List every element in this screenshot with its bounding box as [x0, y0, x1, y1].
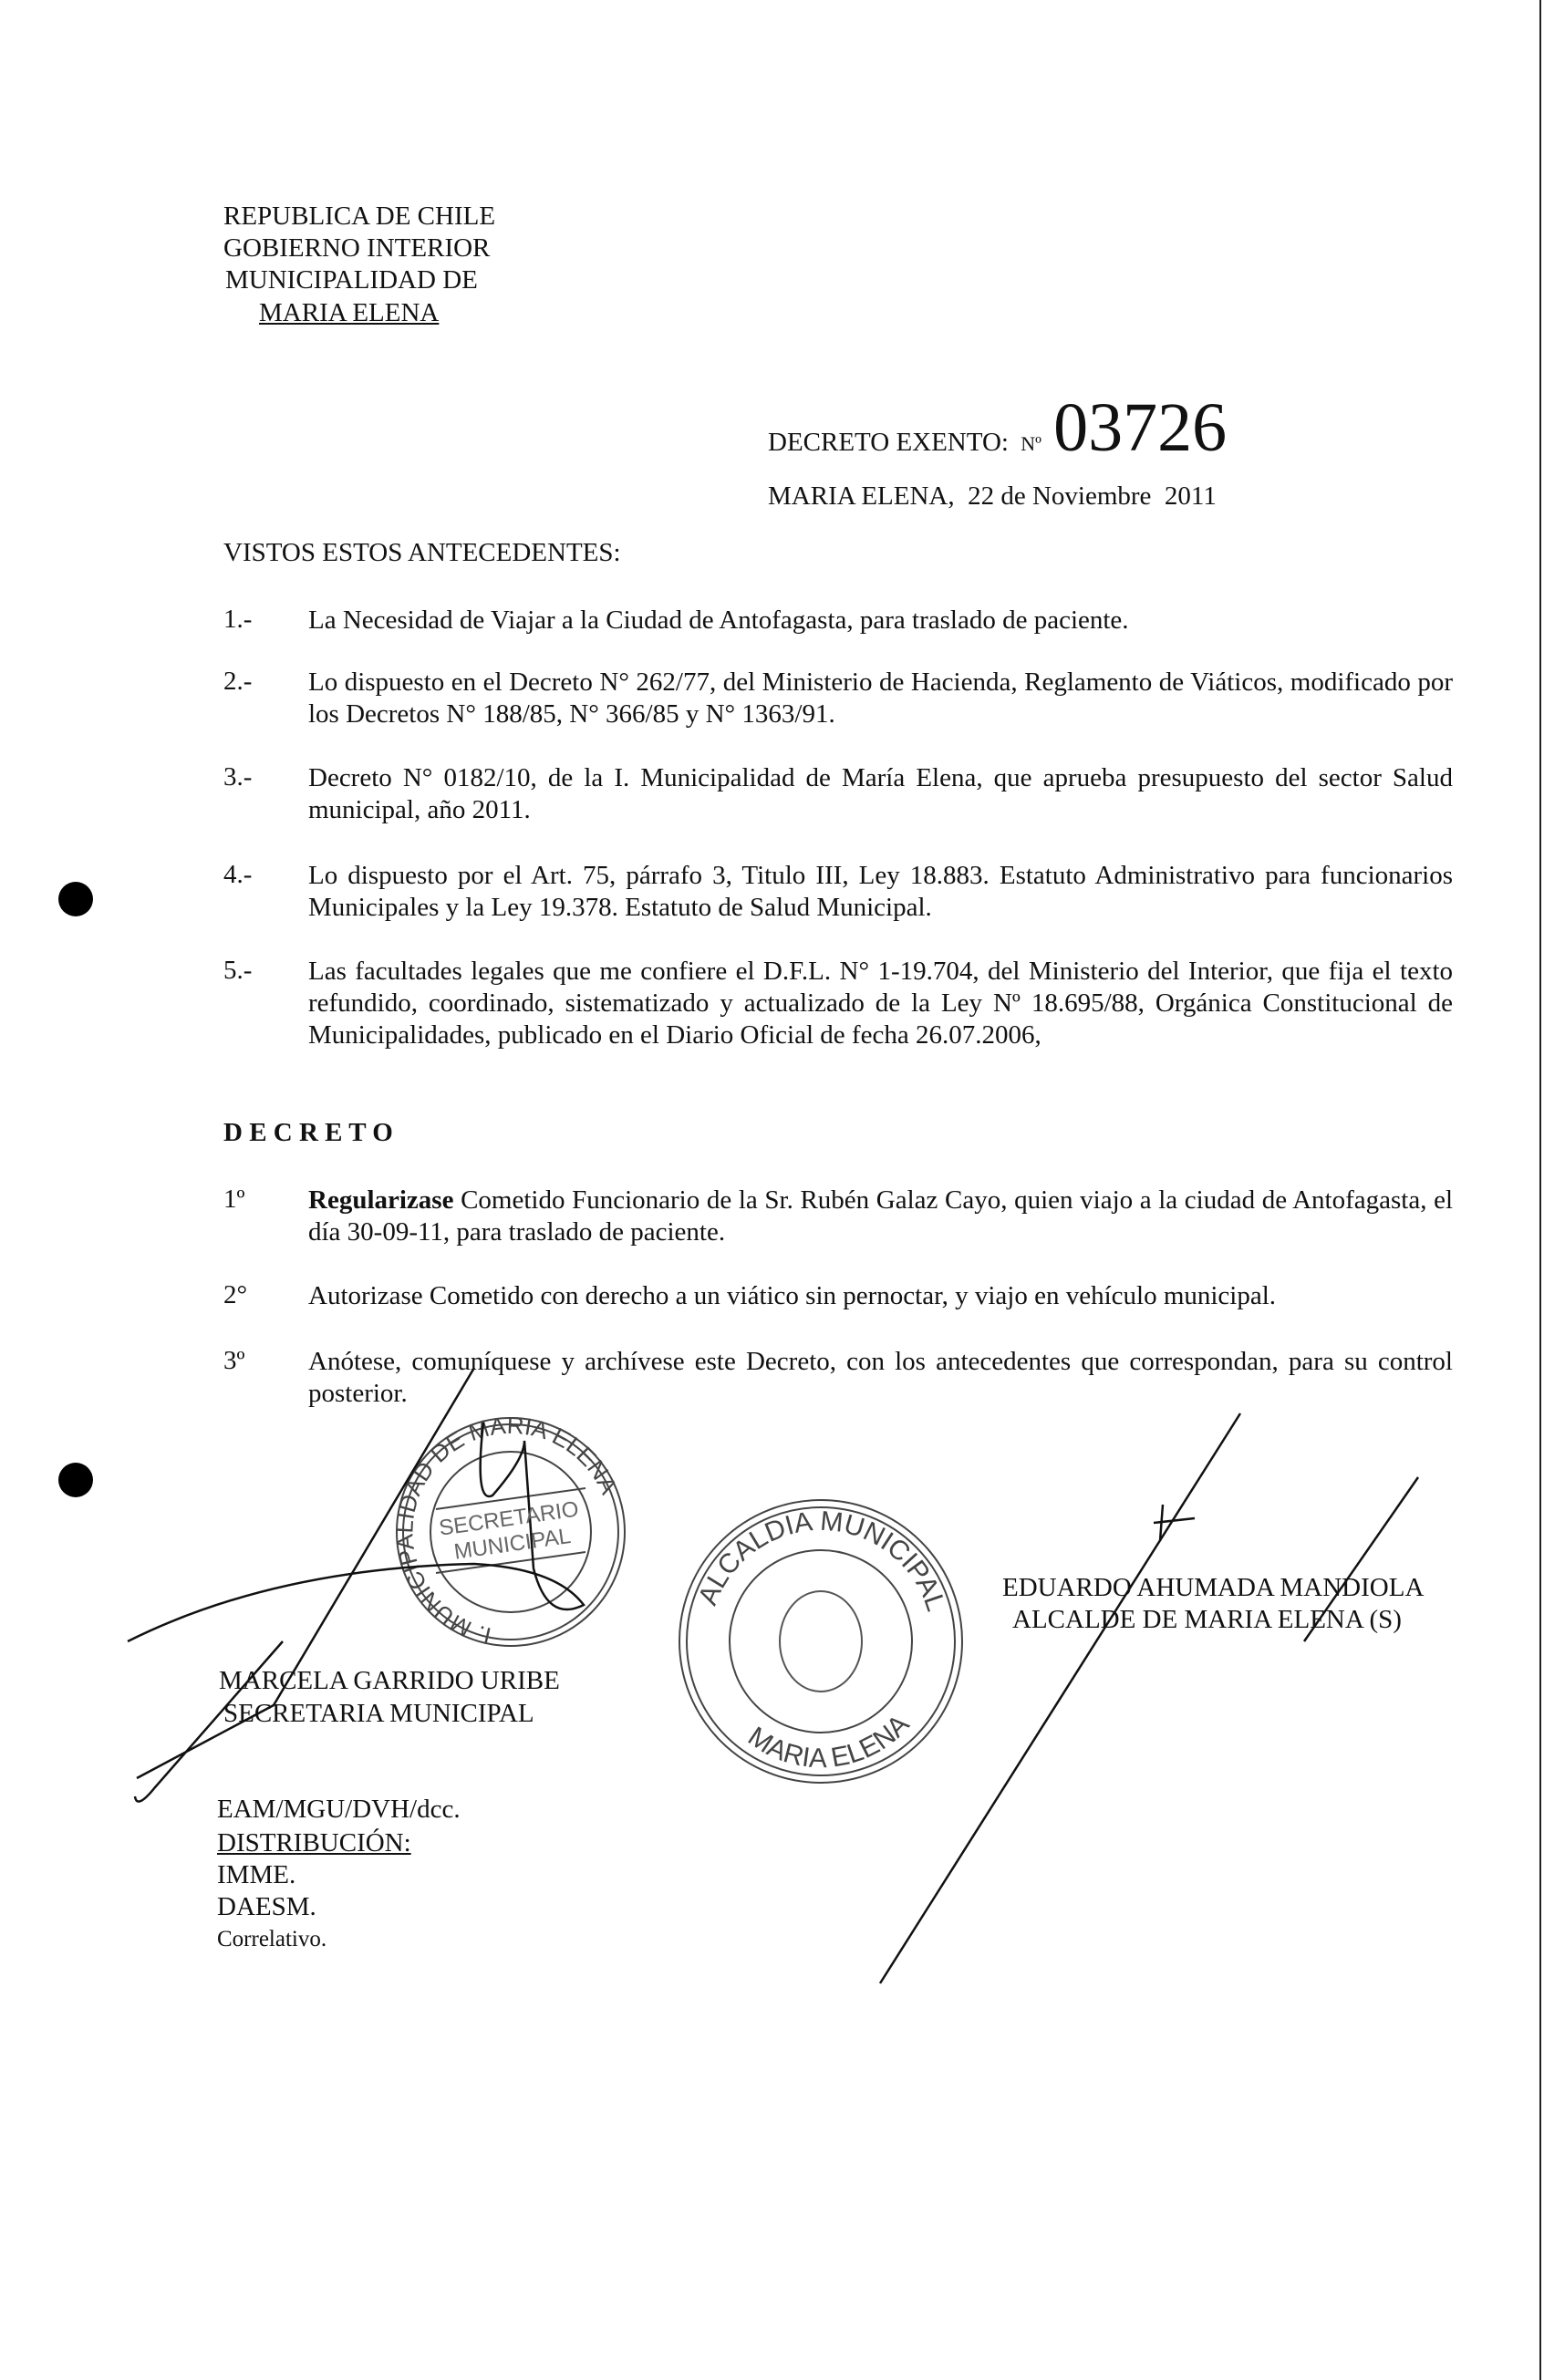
item-number: 3.- — [223, 762, 253, 792]
right-signer-name: EDUARDO AHUMADA MANDIOLA — [1002, 1573, 1425, 1602]
right-signer-title: ALCALDE DE MARIA ELENA (S) — [1012, 1605, 1402, 1634]
item-number: 2.- — [223, 667, 253, 696]
left-signer-title: SECRETARIA MUNICIPAL — [223, 1699, 534, 1728]
distribution-label: DISTRIBUCIÓN: — [217, 1828, 411, 1857]
article-bold: Regularizase — [308, 1185, 454, 1215]
right-stamp-ring-text: ALCALDIA MUNICIPAL — [692, 1506, 951, 1615]
vistos-title: VISTOS ESTOS ANTECEDENTES: — [223, 538, 621, 567]
item-text: Lo dispuesto por el Art. 75, párrafo 3, Titulo III, Ley 18.883. Estatuto Administrativo para funcionarios Municipales y la Ley 19.378. Estatuto de Salud Municipal. — [308, 861, 1453, 922]
decree-number: 03726 — [1053, 389, 1228, 466]
right-stamp — [679, 1500, 962, 1783]
article-text: Anótese, comuníquese y archívese este Decreto, con los antecedentes que correspondan, para su control posterior. — [308, 1347, 1453, 1408]
initials: EAM/MGU/DVH/dcc. — [217, 1795, 461, 1824]
punch-hole — [58, 1463, 93, 1497]
item-text: Lo dispuesto en el Decreto N° 262/77, del Ministerio de Hacienda, Reglamento de Viáticos, modificado por los Decretos N° 188/85, N° 366/85 y N° 1363/91. — [308, 667, 1453, 729]
header-line: GOBIERNO INTERIOR — [223, 233, 491, 263]
item-text: Decreto N° 0182/10, de la I. Municipalidad de María Elena, que aprueba presupuesto del sector Salud municipal, año 2011. — [308, 763, 1453, 824]
recipient: DAESM. — [217, 1892, 316, 1921]
scan-edge-right — [1539, 0, 1541, 2380]
left-signer-name: MARCELA GARRIDO URIBE — [219, 1666, 560, 1695]
place-date: MARIA ELENA, 22 de Noviembre 2011 — [768, 481, 1217, 511]
article-text: Autorizase Cometido con derecho a un viático sin pernoctar, y viajo en vehículo municipal. — [308, 1281, 1277, 1310]
header-line: MARIA ELENA — [259, 298, 440, 327]
decree-no-label: Nº — [1021, 432, 1041, 455]
signature-right — [880, 1413, 1418, 1983]
header-line: REPUBLICA DE CHILE — [223, 202, 496, 231]
signature-left — [128, 1368, 584, 1802]
item-number: 5.- — [223, 956, 253, 985]
article-number: 1º — [223, 1185, 245, 1214]
article-number: 2° — [223, 1280, 248, 1309]
decree-label-text: DECRETO EXENTO: — [768, 428, 1009, 457]
decree-label — [768, 387, 1227, 485]
recipient: Correlativo. — [217, 1927, 327, 1951]
decreto-title: D E C R E T O — [223, 1118, 393, 1147]
right-stamp-bottom-text: MARIA ELENA — [742, 1709, 916, 1775]
item-text: Las facultades legales que me confiere el D.F.L. N° 1-19.704, del Ministerio del Interior, que fija el texto refundido, coordinado, sistematizado y actualizado de la Ley Nº 18.695/88, Orgánica Constitucional de Municipalidades, publicado en el Diario Oficial de fecha 26.07.2006, — [308, 957, 1453, 1050]
left-stamp-center-text: SECRETARIO MUNICIPAL — [437, 1496, 581, 1565]
recipient: IMME. — [217, 1860, 296, 1889]
article-text — [308, 1185, 1453, 1248]
punch-hole — [58, 882, 93, 916]
header-line: MUNICIPALIDAD DE — [225, 265, 478, 295]
item-number: 4.- — [223, 860, 253, 889]
left-stamp-ring-text: I. MUNICIPALIDAD DE MARIA ELENA — [390, 1411, 623, 1650]
article-body: Cometido Funcionario de la Sr. Rubén Galaz Cayo, quien viajo a la ciudad de Antofagasta, el día 30-09-11, para traslado de paciente. — [308, 1185, 1453, 1247]
item-number: 1.- — [223, 605, 253, 634]
article-number: 3º — [223, 1346, 245, 1375]
item-text: La Necesidad de Viajar a la Ciudad de Antofagasta, para traslado de paciente. — [308, 605, 1129, 635]
